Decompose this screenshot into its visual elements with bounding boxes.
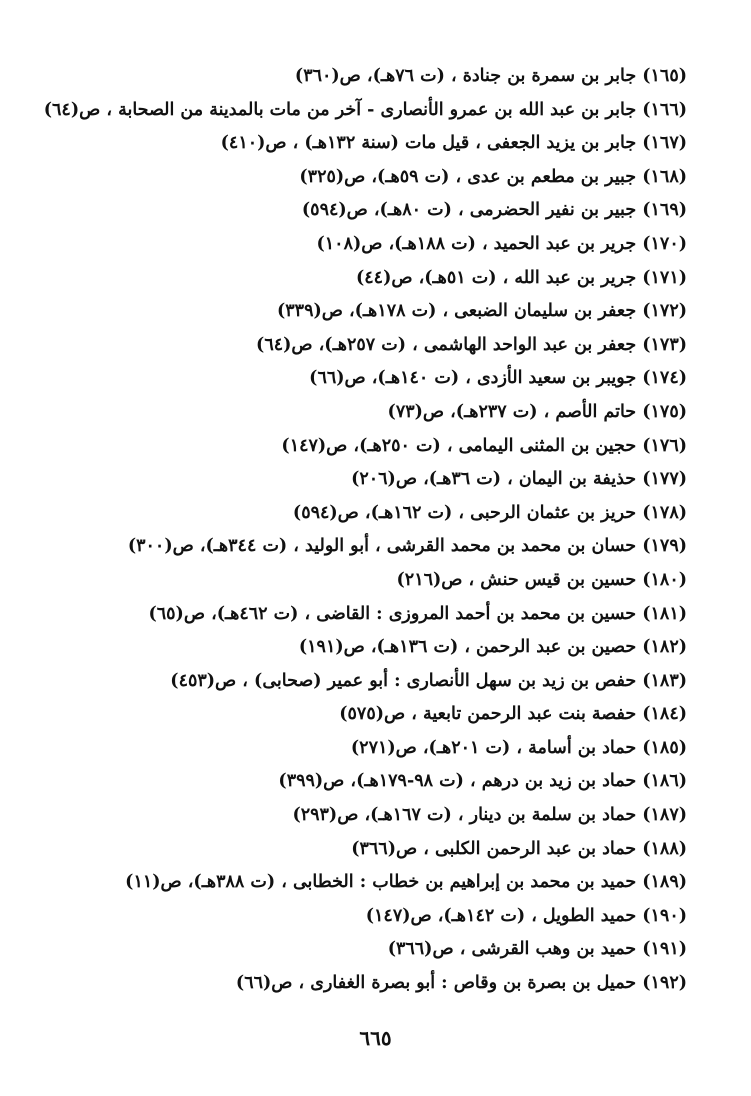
list-item: (١٧٣) جعفر بن عبد الواحد الهاشمى ، (ت ٢٥٧هـ)، ص(٦٤) (256, 334, 687, 355)
list-item: (١٨٠) حسين بن قيس حنش ، ص(٢١٦) (396, 569, 687, 590)
list-item: (١٦٧) جابر بن يزيد الجعفى ، قيل مات (سنة ١٣٢هـ) ، ص(٤١٠) (220, 133, 687, 154)
list-item: (١٨٧) حماد بن سلمة بن دينار ، (ت ١٦٧هـ)، ص(٢٩٣) (292, 805, 687, 826)
page-number: ٦٦٥ (359, 1026, 392, 1050)
list-item: (١٨١) حسين بن محمد بن أحمد المروزى : القاضى ، (ت ٤٦٢هـ)، ص(٦٥) (148, 603, 687, 624)
list-item: (١٨٤) حفصة بنت عبد الرحمن تابعية ، ص(٥٧٥) (339, 704, 687, 725)
list-item: (١٩١) حميد بن وهب القرشى ، ص(٣٦٦) (387, 939, 687, 960)
list-item: (١٨٩) حميد بن محمد بن إبراهيم بن خطاب : الخطابى ، (ت ٣٨٨هـ)، ص(١١) (125, 872, 687, 893)
list-item: (١٨٦) حماد بن زيد بن درهم ، (ت ٩٨-١٧٩هـ)، ص(٣٩٩) (278, 771, 687, 792)
list-item: (١٧٠) جرير بن عبد الحميد ، (ت ١٨٨هـ)، ص(١٠٨) (316, 233, 687, 254)
list-item: (١٧٦) حجين بن المثنى اليمامى ، (ت ٢٥٠هـ)، ص(١٤٧) (281, 435, 687, 456)
list-item: (١٩٠) حميد الطويل ، (ت ١٤٢هـ)، ص(١٤٧) (365, 905, 687, 926)
list-item: (١٧١) جرير بن عبد الله ، (ت ٥١هـ)، ص(٤٤) (355, 267, 687, 288)
list-item: (١٨٣) حفص بن زيد بن سهل الأنصارى : أبو عمير (صحابى) ، ص(٤٥٣) (170, 670, 687, 691)
list-item: (١٩٢) حميل بن بصرة بن وقاص : أبو بصرة الغفارى ، ص(٦٦) (235, 973, 687, 994)
list-item: (١٧٩) حسان بن محمد بن محمد القرشى ، أبو الوليد ، (ت ٣٤٤هـ)، ص(٣٠٠) (127, 536, 687, 557)
list-item: (١٨٨) حماد بن عبد الرحمن الكلبى ، ص(٣٦٦) (351, 838, 687, 859)
list-item: (١٦٦) جابر بن عبد الله بن عمرو الأنصارى - آخر من مات بالمدينة من الصحابة ، ص(٦٤) (43, 99, 687, 120)
list-item: (١٨٥) حماد بن أسامة ، (ت ٢٠١هـ)، ص(٢٧١) (350, 737, 687, 758)
list-item: (١٦٨) جبير بن مطعم بن عدى ، (ت ٥٩هـ)، ص(٣٢٥) (299, 166, 687, 187)
list-item: (١٧٤) جويبر بن سعيد الأزدى ، (ت ١٤٠هـ)، ص(٦٦) (309, 368, 687, 389)
list-item: (١٦٩) جبير بن نفير الحضرمى ، (ت ٨٠هـ)، ص(٥٩٤) (301, 200, 687, 221)
list-item: (١٨٢) حصين بن عبد الرحمن ، (ت ١٣٦هـ)، ص(١٩١) (298, 637, 687, 658)
list-item: (١٧٥) حاتم الأصم ، (ت ٢٣٧هـ)، ص(٧٣) (387, 401, 687, 422)
name-index-list (40, 60, 687, 1001)
list-item: (١٧٢) جعفر بن سليمان الضبعى ، (ت ١٧٨هـ)، ص(٣٣٩) (276, 301, 687, 322)
list-item: (١٧٧) حذيفة بن اليمان ، (ت ٣٦هـ)، ص(٢٠٦) (351, 469, 687, 490)
list-item: (١٦٥) جابر بن سمرة بن جنادة ، (ت ٧٦هـ)، ص(٣٦٠) (294, 66, 687, 86)
list-item: (١٧٨) حريز بن عثمان الرحبى ، (ت ١٦٢هـ)، ص(٥٩٤) (292, 502, 687, 523)
